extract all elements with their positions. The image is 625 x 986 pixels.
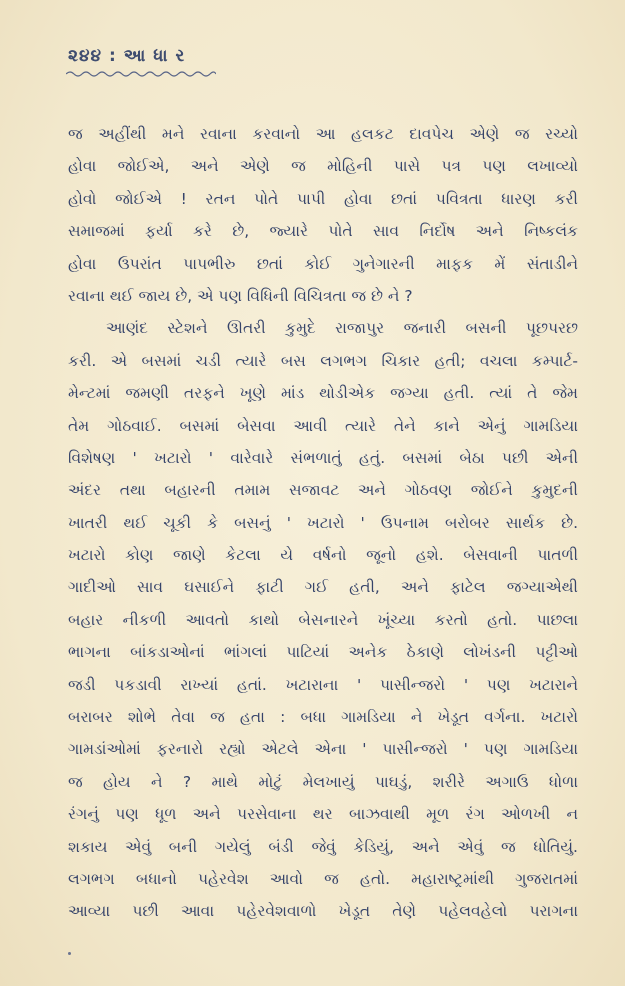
text-line: ગામડાંઓમાં ફરનારો રહ્યો એટલે એના ' પાસીન્જરો ' પણ ગામડિયા [68,740,578,759]
header-rule [66,70,216,78]
text-line: બરાબર શોભે તેવા જ હતા : બધા ગામડિયા ને ખેડૂત વર્ગના. ખટારો [68,708,578,727]
text-line: મેન્ટમાં જમણી તરફને ખૂણે માંડ થોડીએક જગ્યા હતી. ત્યાં તે જેમ [68,384,578,403]
text-line: ખટારો કોણ જાણે કેટલા યે વર્ષનો જૂનો હશે. બેસવાની પાતળી [68,546,578,565]
text-line: બહાર નીકળી આવતો કાથો બેસનારને ખૂંચ્યા કરતો હતો. પાછલા [68,610,578,629]
text-line: ભાગના બાંકડાઓનાં ભાંગલાં પાટિયાં અનેક ઠેકાણે લોખંડની પટ્ટીઓ [68,643,578,662]
text-line: રવાના થઈ જાય છે, એ પણ વિધિની વિચિત્રતા જ છે ને ? [68,286,413,305]
text-line: ખાતરી થઈ ચૂકી કે બસનું ' ખટારો ' ઉપનામ બરોબર સાર્થક છે. [68,513,578,532]
text-line: જ અહીંથી મને રવાના કરવાનો આ હલકટ દાવપેચ એણે જ રચ્યો [68,125,578,143]
text-line: આણંદ સ્ટેશને ઊતરી કુમુદે રાજાપુર જનારી બસની પૂછપરછ [106,319,578,338]
body-text [68,118,578,928]
text-line: સમાજમાં ફર્યા કરે છે, જ્યારે પોતે સાવ નિર્દોષ અને નિષ્કલંક [68,222,578,241]
text-line: તેમ ગોઠવાઈ. બસમાં બેસવા આવી ત્યારે તેને કાને એનું ગામડિયા [68,416,578,435]
running-header: ૨૪૪ : આ ધા ર [68,46,186,66]
text-line: જડી પકડાવી રાખ્યાં હતાં. ખટારાના ' પાસીન્જરો ' પણ ખટારાને [68,675,578,694]
text-line: વિશેષણ ' ખટારો ' વારેવારે સંભળાતું હતું. બસમાં બેઠા પછી એની [68,448,578,467]
text-line: જ હોય ને ? માથે મોટું મેલખાયું પાઘડું, શરીરે અગાઉ ધોળા [68,772,578,791]
text-line: હોવા જોઈએ, અને એણે જ મોહિની પાસે પત્ર પણ લખાવ્યો [68,157,578,176]
text-line: આવ્યા પછી આવા પહેરવેશવાળો ખેડૂત તેણે પહેલવહેલો પરાગના [68,902,578,921]
page-speck [68,952,71,955]
text-line: અંદર તથા બહારની તમામ સજાવટ અને ગોઠવણ જોઈને કુમુદની [68,481,578,500]
text-line: હોવા ઉપરાંત પાપભીરુ છતાં કોઈ ગુનેગારની માફક મેં સંતાડીને [68,254,578,273]
text-line: હોવો જોઈએ ! રતન પોતે પાપી હોવા છતાં પવિત્રતા ધારણ કરી [68,189,578,208]
text-line: શકાય એવું બની ગયેલું બંડી જેવું કેડિયું, અને એવું જ ધોતિયું. [68,837,578,856]
text-line: રંગનું પણ ધૂળ અને પરસેવાના થર બાઝવાથી મૂળ રંગ ઓળખી ન [68,805,578,824]
text-line: ગાદીઓ સાવ ઘસાઈને ફાટી ગઈ હતી, અને ફાટેલ જગ્યાએથી [68,578,578,597]
text-line: લગભગ બધાનો પહેરવેશ આવો જ હતો. મહારાષ્ટ્રમાંથી ગુજરાતમાં [68,869,578,888]
text-line: કરી. એ બસમાં ચડી ત્યારે બસ લગભગ ચિકાર હતી; વચલા કમ્પાર્ટ- [68,351,578,370]
